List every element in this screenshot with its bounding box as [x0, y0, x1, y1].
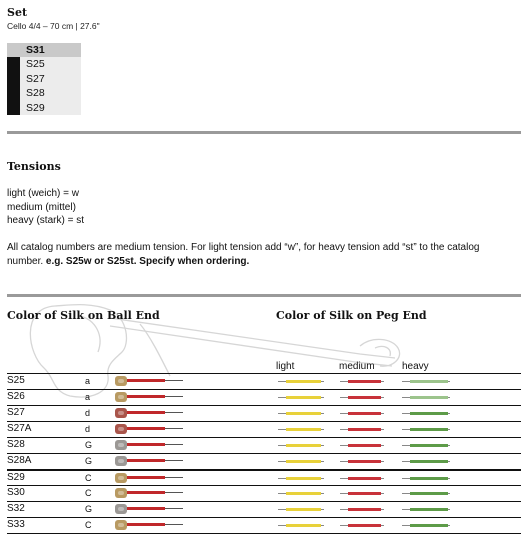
- peg-silk-medium: [348, 412, 381, 415]
- ball-silk: [127, 379, 165, 382]
- peg-silk-medium: [348, 380, 381, 383]
- peg-silk-heavy: [410, 428, 448, 431]
- catalog-number: S30: [7, 487, 25, 498]
- ball-silk: [127, 476, 165, 479]
- tension-light: light (weich) = w: [7, 188, 79, 199]
- string-note: G: [85, 504, 93, 514]
- ball-end-icon: [115, 408, 127, 418]
- catalog-number: S28A: [7, 455, 32, 466]
- peg-silk-light: [286, 508, 321, 511]
- table-row: [7, 421, 521, 437]
- string-wire: [165, 396, 183, 397]
- peg-header-light: light: [276, 361, 295, 372]
- table-row: [7, 501, 521, 517]
- catalog-number: S27: [7, 407, 25, 418]
- string-wire: [165, 412, 183, 413]
- peg-silk-medium: [348, 508, 381, 511]
- set-item: S25: [26, 58, 45, 70]
- table-row: [7, 453, 521, 469]
- string-wire: [165, 380, 183, 381]
- table-row: [7, 517, 521, 534]
- table-row: [7, 405, 521, 421]
- peg-silk-medium: [348, 524, 381, 527]
- ball-end-icon: [115, 424, 127, 434]
- string-note: a: [85, 376, 91, 386]
- peg-silk-medium: [348, 460, 381, 463]
- ball-silk: [127, 395, 165, 398]
- tension-note-bold: e.g. S25w or S25st. Specify when ordering.: [45, 256, 250, 267]
- table-row: [7, 485, 521, 501]
- ball-silk: [127, 507, 165, 510]
- string-wire: [165, 524, 183, 525]
- string-table: [7, 373, 521, 534]
- table-row: [7, 437, 521, 453]
- ball-silk: [127, 427, 165, 430]
- peg-end-title: Color of Silk on Peg End: [276, 309, 427, 322]
- set-item: S28: [26, 87, 45, 99]
- peg-silk-medium: [348, 428, 381, 431]
- string-wire: [165, 428, 183, 429]
- string-note: C: [85, 488, 92, 498]
- peg-silk-light: [286, 396, 321, 399]
- section-divider: [7, 131, 521, 134]
- peg-silk-light: [286, 477, 321, 480]
- peg-silk-heavy: [410, 380, 448, 383]
- tension-note: [7, 241, 517, 269]
- string-wire: [165, 460, 183, 461]
- catalog-number: S25: [7, 375, 25, 386]
- string-wire: [165, 444, 183, 445]
- ball-end-icon: [115, 473, 127, 483]
- ball-end-icon: [115, 488, 127, 498]
- ball-end-icon: [115, 504, 127, 514]
- ball-end-icon: [115, 520, 127, 530]
- catalog-number: S27A: [7, 423, 32, 434]
- set-item: S27: [26, 72, 45, 85]
- peg-silk-light: [286, 428, 321, 431]
- ball-end-icon: [115, 440, 127, 450]
- peg-silk-light: [286, 412, 321, 415]
- peg-silk-heavy: [410, 412, 448, 415]
- string-wire: [165, 508, 183, 509]
- tensions-title: Tensions: [7, 160, 61, 173]
- ball-silk: [127, 523, 165, 526]
- string-note: a: [85, 392, 91, 402]
- ball-end-title: Color of Silk on Ball End: [7, 309, 160, 322]
- table-row: [7, 469, 521, 485]
- set-table: [7, 43, 81, 115]
- ball-silk: [127, 443, 165, 446]
- peg-silk-heavy: [410, 396, 448, 399]
- string-note: G: [85, 440, 93, 450]
- table-row: [7, 373, 521, 389]
- peg-silk-heavy: [410, 508, 448, 511]
- ball-end-icon: [115, 392, 127, 402]
- set-title: Set: [7, 6, 28, 19]
- set-item: S29: [26, 101, 45, 114]
- catalog-number: S26: [7, 391, 25, 402]
- string-wire: [165, 477, 183, 478]
- peg-silk-light: [286, 524, 321, 527]
- peg-silk-heavy: [410, 460, 448, 463]
- tension-list: [7, 187, 84, 228]
- ball-silk: [127, 491, 165, 494]
- peg-silk-heavy: [410, 492, 448, 495]
- catalog-number: S33: [7, 519, 25, 530]
- set-subtitle: Cello 4/4 – 70 cm | 27.6": [7, 21, 100, 31]
- ball-silk: [127, 459, 165, 462]
- tension-medium: medium (mittel): [7, 201, 76, 213]
- table-row: [7, 389, 521, 405]
- tension-note-text: All catalog numbers are medium tension. For light tension add “w”, for heavy tension add “st” to the catalog number.: [7, 242, 480, 267]
- peg-silk-light: [286, 492, 321, 495]
- string-note: C: [85, 473, 92, 483]
- peg-header-heavy: heavy: [402, 361, 429, 372]
- string-note: d: [85, 408, 91, 418]
- peg-silk-heavy: [410, 477, 448, 480]
- peg-silk-medium: [348, 477, 381, 480]
- catalog-number: S28: [7, 439, 25, 450]
- peg-silk-medium: [348, 396, 381, 399]
- catalog-number: S29: [7, 472, 25, 483]
- set-body: [7, 57, 81, 115]
- peg-silk-light: [286, 444, 321, 447]
- string-note: G: [85, 456, 93, 466]
- ball-silk: [127, 411, 165, 414]
- peg-silk-light: [286, 380, 321, 383]
- ball-end-icon: [115, 376, 127, 386]
- set-bar: [7, 57, 20, 115]
- string-wire: [165, 492, 183, 493]
- string-note: d: [85, 424, 91, 434]
- peg-header-medium: medium: [339, 361, 375, 372]
- catalog-number: S32: [7, 503, 25, 514]
- set-header: S31: [7, 43, 81, 57]
- ball-end-icon: [115, 456, 127, 466]
- tension-heavy: heavy (stark) = st: [7, 215, 84, 226]
- peg-silk-heavy: [410, 444, 448, 447]
- peg-silk-heavy: [410, 524, 448, 527]
- string-note: C: [85, 520, 92, 530]
- peg-silk-light: [286, 460, 321, 463]
- peg-silk-medium: [348, 444, 381, 447]
- peg-silk-medium: [348, 492, 381, 495]
